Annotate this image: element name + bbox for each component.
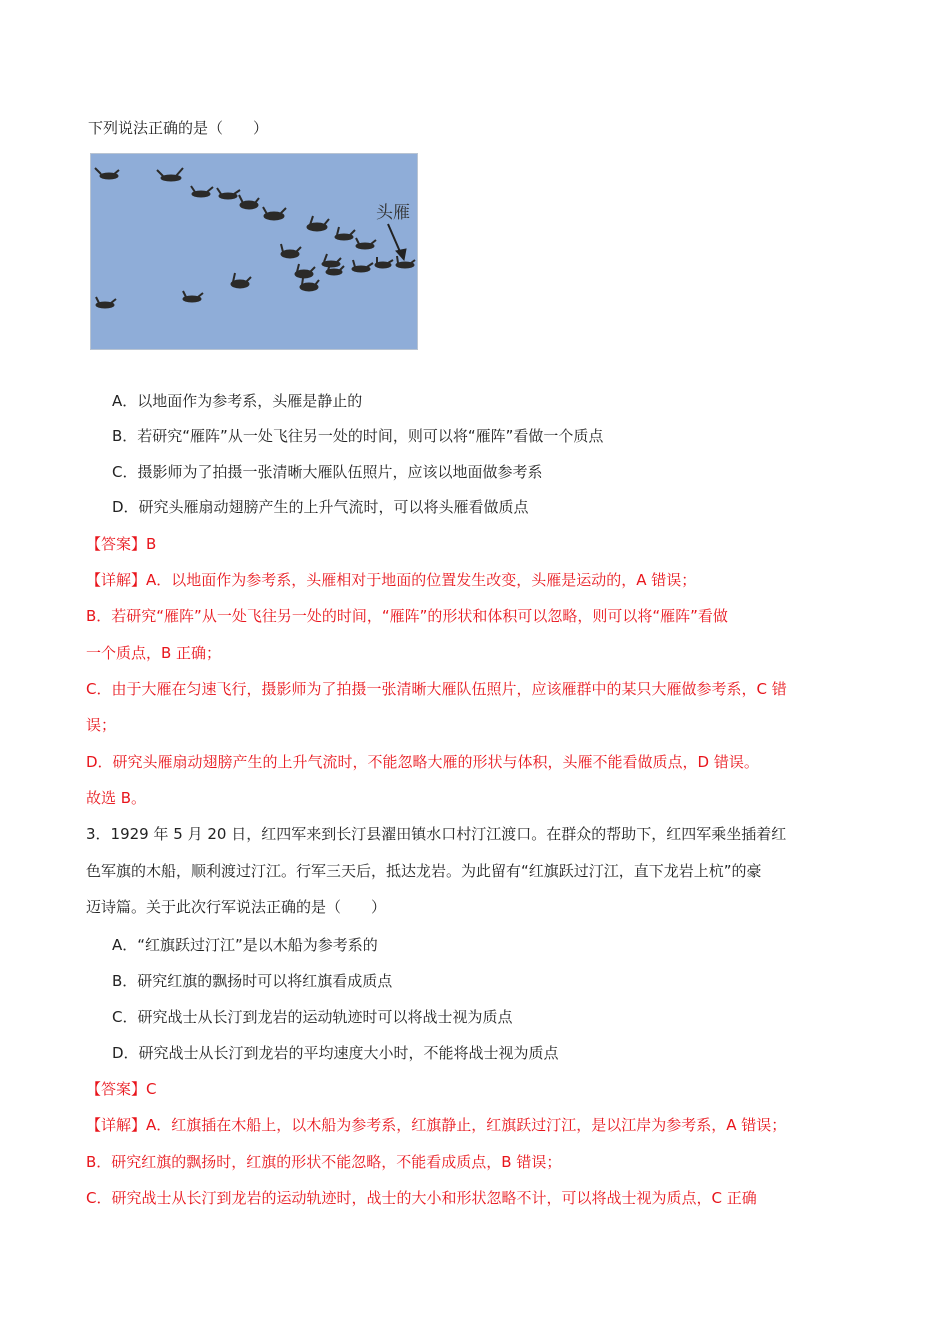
q3-explanation-line: B．研究红旗的飘扬时，红旗的形状不能忽略，不能看成质点，B 错误；: [86, 1153, 562, 1171]
q2-option-d: D．研究头雁扇动翅膀产生的上升气流时，可以将头雁看做质点: [112, 498, 529, 516]
q3-explanation-line: C．研究战士从长汀到龙岩的运动轨迹时，战士的大小和形状忽略不计，可以将战士视为质点，C 正确: [86, 1189, 757, 1207]
goose-12: [352, 260, 373, 272]
goose-1: [95, 168, 119, 179]
goose-10: [281, 244, 301, 258]
q3-stem-line: 色军旗的木船，顺利渡过汀江。行军三天后，抵达龙岩。为此留有“红旗跃过汀江，直下龙岩上杭”的豪: [86, 862, 762, 880]
goose-7: [307, 216, 329, 231]
q2-explanation-line: 故选 B。: [86, 789, 147, 807]
goose-9: [356, 238, 376, 249]
q3-stem-line: 3．1929 年 5 月 20 日，红四军来到长汀县濯田镇水口村汀江渡口。在群众的帮助下，红四军乘坐插着红: [86, 825, 787, 843]
lead-goose-label: 头雁: [376, 203, 410, 223]
goose-19: [96, 297, 116, 308]
q2-answer: 【答案】B: [86, 535, 157, 553]
goose-2: [157, 168, 183, 181]
goose-4: [217, 188, 240, 199]
goose-17: [300, 278, 319, 291]
goose-lead: [396, 256, 415, 268]
question-stem-end: 下列说法正确的是（ ）: [88, 119, 269, 137]
q3-option-d: D．研究战士从长汀到龙岩的平均速度大小时，不能将战士视为质点: [112, 1044, 559, 1062]
q3-answer: 【答案】C: [86, 1080, 157, 1098]
goose-16: [231, 273, 251, 288]
q3-option-a: A．“红旗跃过汀江”是以木船为参考系的: [112, 936, 378, 954]
goose-11: [322, 254, 341, 267]
q2-option-a: A．以地面作为参考系，头雁是静止的: [112, 392, 363, 410]
q2-explanation-line: D．研究头雁扇动翅膀产生的上升气流时，不能忽略大雁的形状与体积，头雁不能看做质点，D 错误。: [86, 753, 759, 771]
goose-8: [335, 227, 355, 240]
q3-stem-line: 迈诗篇。关于此次行军说法正确的是（ ）: [86, 898, 387, 916]
geese-drawing: [91, 154, 417, 349]
goose-6: [263, 207, 286, 220]
q2-explanation-line: B．若研究“雁阵”从一处飞往另一处的时间，“雁阵”的形状和体积可以忽略，则可以将“雁阵”看做: [86, 607, 728, 625]
q2-explanation-line: 一个质点，B 正确；: [86, 644, 222, 662]
q3-explanation-line: 【详解】A．红旗插在木船上，以木船为参考系，红旗静止，红旗跃过汀江，是以江岸为参考系，A 错误；: [86, 1116, 787, 1134]
q3-option-b: B．研究红旗的飘扬时可以将红旗看成质点: [112, 972, 393, 990]
goose-14: [295, 264, 315, 278]
q2-option-b: B．若研究“雁阵”从一处飞往另一处的时间，则可以将“雁阵”看做一个质点: [112, 427, 604, 445]
q2-explanation-line: 【详解】A．以地面作为参考系，头雁相对于地面的位置发生改变，头雁是运动的，A 错误；: [86, 571, 697, 589]
goose-13: [375, 257, 393, 268]
q2-explanation-line: 误；: [86, 716, 117, 734]
arrow-icon: [388, 224, 406, 260]
q2-option-c: C．摄影师为了拍摄一张清晰大雁队伍照片，应该以地面做参考系: [112, 463, 543, 481]
goose-5: [239, 195, 259, 209]
goose-3: [191, 186, 213, 197]
goose-18: [183, 291, 203, 302]
q3-option-c: C．研究战士从长汀到龙岩的运动轨迹时可以将战士视为质点: [112, 1008, 513, 1026]
q2-explanation-line: C．由于大雁在匀速飞行，摄影师为了拍摄一张清晰大雁队伍照片，应该雁群中的某只大雁做参考系，C 错: [86, 680, 787, 698]
geese-formation-image: [90, 153, 418, 350]
